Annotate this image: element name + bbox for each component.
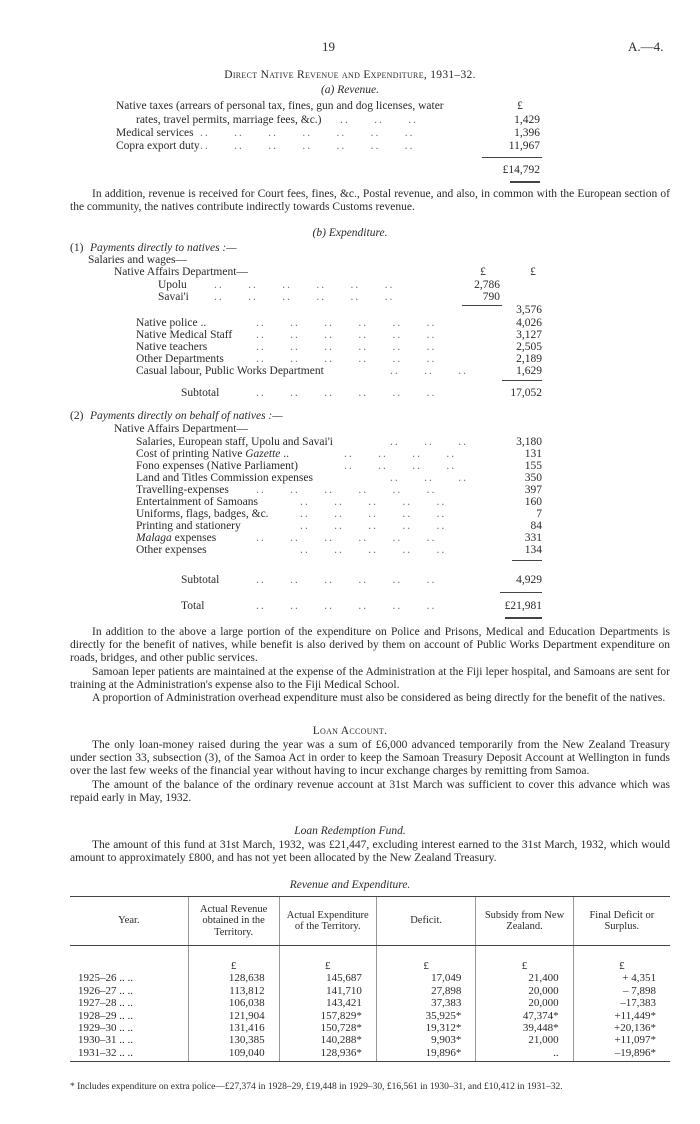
unit-cell: £ [188,946,279,973]
table-row [70,1047,670,1062]
leader-dots: .. .. .. .. .. .. [256,329,437,341]
leader-dots: .. .. .. .. .. [300,496,447,508]
subheading-row [0,266,700,279]
year-cell: 1931–32 .. .. [70,1047,188,1062]
unit-cell: £ [279,946,376,973]
item-label-tail: .. [280,448,290,460]
year-cell: 1926–27 .. .. [78,984,133,997]
revenue-amount: 1,429 [514,114,540,126]
item-label: Native police .. [136,317,207,329]
expenditure-cell: 150,728* [279,1022,376,1034]
final-cell: –17,383 [573,997,670,1009]
revenue-cell: 106,038 [188,997,279,1009]
units-row [70,946,670,973]
subtotal-amount: 17,052 [510,387,542,399]
section-title: Payments directly to natives :— [90,242,237,254]
leader-dots: .. .. .. .. .. .. [214,279,395,291]
item-label: Native teachers [136,341,208,353]
table-row [70,1010,670,1022]
table-row [70,972,670,984]
item-label: Printing and stationery [136,520,241,532]
subheading: Salaries and wages— [88,254,187,266]
redemption-block [70,839,670,865]
leader-dots: .. .. .. .. .. .. [256,317,437,329]
subsidy-cell: 21,400 [476,972,573,984]
paragraph: The only loan-money raised during the year was a sum of £6,000 advanced temporarily from the New Zealand Treasury under section 33, subsection (3), of the Samoa Act in order to keep the Samoan Treasury Deposit Account at Wellington in funds over the last few weeks of the financial year without having to incur exchange charges by remitting from Samoa. [70,739,670,778]
subtotal-label: Subtotal [181,574,220,586]
leader-dots: .. .. .. .. .. .. [214,291,395,303]
total-row [0,600,700,613]
item-label: Other Departments [136,353,224,365]
page-number: 19 [322,39,335,54]
item-label-italic: Malaga [136,532,172,544]
paragraph: A proportion of Administration overhead expenditure must also be considered as being directly for the benefit of the natives. [92,692,666,705]
item-label-italic: Gazette [245,448,281,460]
deficit-cell: 9,903* [376,1034,475,1046]
subtotal-row [0,574,700,587]
revenue-cell: 121,904 [188,1010,279,1022]
column-header: Subsidy from New Zealand. [476,897,573,946]
revenue-total: £14,792 [502,164,540,176]
revenue-label: Copra export duty [116,140,200,152]
item-amount: 134 [524,544,542,556]
final-cell: +11,097* [573,1034,670,1046]
final-cell: +20,136* [573,1022,670,1034]
leader-dots: .. .. .. .. .. [300,508,447,520]
expenditure-row [0,365,700,378]
expenditure-row [0,544,700,557]
leader-dots: .. .. .. [390,436,468,448]
revenue-cell: 109,040 [188,1047,279,1062]
leader-dots: .. .. .. [390,472,468,484]
document-reference: A.—4. [628,39,664,54]
unit-cell: £ [376,946,475,973]
paragraph: In addition, revenue is received for Court fees, fines, &c., Postal revenue, and also, in common with the European section of the community, the natives contribute indirectly towards Customs revenue. [70,188,670,214]
sum-rule [502,380,542,381]
subsidy-cell: 47,374* [476,1010,573,1022]
currency-symbol: £ [530,266,536,278]
currency-symbol: £ [480,266,486,278]
table-title: Revenue and Expenditure. [289,879,411,891]
subtotal-label: Subtotal [181,387,220,399]
subsidy-cell: 21,000 [476,1034,573,1046]
revenue-amount: 11,967 [508,140,540,152]
section-heading [70,410,670,423]
unit-cell: £ [573,946,670,973]
item-amount: 3,180 [516,436,542,448]
item-amount: 84 [530,520,542,532]
revenue-cell: 131,416 [188,1022,279,1034]
year-cell: 1929–30 .. .. [78,1022,133,1035]
leader-dots: .. .. .. .. .. .. [256,600,437,612]
section-number: (2) [70,410,84,422]
year-cell: 1925–26 .. .. [78,972,133,985]
revenue-row [0,127,700,140]
item-amount: 1,629 [516,365,542,377]
expenditure-cell: 143,421 [279,997,376,1009]
paragraph: Samoan leper patients are maintained at the expense of the Administration at the Fiji leper hospital, and Samoans are sent for training at the Administration's expense also to the Fiji Medical School. [70,665,670,691]
table-row [70,997,670,1009]
item-label: Savai'i [158,291,189,303]
section-title: Payments directly on behalf of natives :— [90,410,283,422]
item-label: Travelling-expenses [136,484,229,496]
revenue-total-row [0,164,700,177]
item-amount: 160 [524,496,542,508]
column-header: Deficit. [376,897,475,946]
unit-cell [70,946,188,973]
column-header: Actual Expenditure of the Territory. [279,897,376,946]
deficit-cell: 17,049 [376,972,475,984]
item-label: Land and Titles Commission expenses [136,472,313,484]
deficit-cell: 19,312* [376,1022,475,1034]
subsidy-cell: 20,000 [476,997,573,1009]
column-header: Year. [70,897,188,946]
revenue-cell: 113,812 [188,985,279,997]
item-amount: 2,786 [474,279,500,291]
sum-rule [482,157,542,158]
leader-dots: .. .. .. .. .. .. [256,532,437,544]
item-label: Native Medical Staff [136,329,233,341]
revenue-row [0,114,700,127]
revenue-cell: 130,385 [188,1034,279,1046]
paragraph: In addition to the above a large portion of the expenditure on Police and Prisons, Medical and Education Departments is directly for the benefit of natives, while benefit is also derived by them on account of Public Works Department expenditure on roads, bridges, and other public services. [70,626,670,665]
leader-dots: .. .. .. .. .. .. .. [200,140,415,152]
item-amount: 2,189 [516,353,542,365]
item-label: Other expenses [136,544,207,556]
revenue-label: Medical services [116,127,194,139]
item-amount: 3,127 [516,329,542,341]
final-cell: + 4,351 [573,972,670,984]
item-label: Salaries, European staff, Upolu and Savai'i [136,436,333,448]
leader-dots: .. .. .. .. [344,460,457,472]
revenue-label: Native taxes (arrears of personal tax, fines, gun and dog licenses, water [116,100,444,112]
deficit-cell: 27,898 [376,985,475,997]
leader-dots: .. .. .. .. .. .. [256,353,437,365]
unit-cell: £ [476,946,573,973]
leader-dots: .. .. .. .. .. [300,520,447,532]
sum-rule [500,592,542,593]
total-label: Total [181,600,205,612]
subsidy-cell: 39,448* [476,1022,573,1034]
leader-dots: .. .. .. .. .. .. [256,341,437,353]
leader-dots: .. .. .. .. [344,448,457,460]
paragraph: The amount of the balance of the ordinary revenue account at 31st March was sufficient to cover this advance which was repaid early in May, 1932. [70,778,670,804]
table-row [70,1022,670,1034]
item-label-text: Cost of printing Native [136,448,246,460]
item-label: Uniforms, flags, badges, &c. [136,508,269,520]
item-amount: 350 [524,472,542,484]
item-amount: 155 [524,460,542,472]
leader-dots: .. .. .. .. .. [300,544,447,556]
table-header-row [70,897,670,946]
expenditure-heading: (b) Expenditure. [312,227,388,239]
year-cell: 1930–31 .. .. [78,1034,133,1047]
total-double-rule [510,181,540,183]
subtotal-row [0,387,700,400]
revenue-row [0,140,700,153]
sum-rule [512,560,542,561]
column-header: Final Deficit or Surplus. [573,897,670,946]
revenue-cell: 128,638 [188,972,279,984]
expenditure-cell: 141,710 [279,985,376,997]
item-amount: 331 [524,532,542,544]
loan-redemption-title: Loan Redemption Fund. [294,825,406,837]
expenditure-row [0,291,700,304]
department-label: Native Affairs Department— [114,266,248,278]
deficit-cell: 37,383 [376,997,475,1009]
item-amount: 790 [482,291,500,303]
leader-dots: .. .. .. .. .. .. [256,484,437,496]
main-title: Direct Native Revenue and Expenditure, 1931–32. [224,69,476,81]
year-cell: 1927–28 .. .. [78,997,133,1010]
final-cell: +11,449* [573,1010,670,1022]
deficit-cell: 19,896* [376,1047,475,1062]
column-header: Actual Revenue obtained in the Territory. [188,897,279,946]
table-row [70,1034,670,1046]
revenue-note [70,188,670,214]
expenditure-cell: 157,829* [279,1010,376,1022]
subsidy-cell: 20,000 [476,985,573,997]
item-amount: 7 [536,508,542,520]
final-cell: –19,896* [573,1047,670,1062]
leader-dots: .. .. .. .. .. .. [256,387,437,399]
item-amount: 4,026 [516,317,542,329]
subsidy-cell: .. [476,1047,573,1062]
revenue-label: rates, travel permits, marriage fees, &c.) [136,114,322,126]
item-label-tail: expenses [171,532,217,544]
total-amount: £21,981 [504,600,542,612]
table-row [70,985,670,997]
expenditure-cell: 128,936* [279,1047,376,1062]
total-double-rule [505,617,542,619]
year-cell: 1928–29 .. .. [78,1009,133,1022]
leader-dots: .. .. .. [340,114,418,126]
item-amount: 2,505 [516,341,542,353]
expenditure-row [0,304,700,317]
notes-block [70,626,670,705]
revenue-row [0,100,700,113]
item-label: Casual labour, Public Works Department [136,365,324,377]
expenditure-cell: 140,288* [279,1034,376,1046]
leader-dots: .. .. .. [390,365,468,377]
item-amount: 397 [524,484,542,496]
department-total: 3,576 [516,304,542,316]
leader-dots: .. .. .. .. .. .. .. [200,127,415,139]
item-amount: 131 [524,448,542,460]
subtotal-amount: 4,929 [516,574,542,586]
item-label: Fono expenses (Native Parliament) [136,460,298,472]
department-label: Native Affairs Department— [114,423,248,435]
item-label: Entertainment of Samoans [136,496,258,508]
section-number: (1) [70,242,84,254]
loan-block [70,739,670,805]
loan-account-title: Loan Account. [312,725,388,737]
revenue-heading: (a) Revenue. [320,84,380,96]
currency-symbol: £ [517,100,523,112]
leader-dots: .. .. .. .. .. .. [256,574,437,586]
deficit-cell: 35,925* [376,1010,475,1022]
item-label: Upolu [158,279,187,291]
final-cell: – 7,898 [573,985,670,997]
paragraph: The amount of this fund at 31st March, 1932, was £21,447, excluding interest earned to the 31st March, 1932, which would amount to approximately £800, and has not yet been allocated by the New Zealand Treasury. [70,839,670,865]
revenue-amount: 1,396 [514,127,540,139]
expenditure-cell: 145,687 [279,972,376,984]
revenue-expenditure-table [70,896,670,1062]
table-footnote: * Includes expenditure on extra police—£27,374 in 1928–29, £19,448 in 1929–30, £16,561 in 1930–31, and £10,412 in 1931–32. [70,1082,563,1092]
